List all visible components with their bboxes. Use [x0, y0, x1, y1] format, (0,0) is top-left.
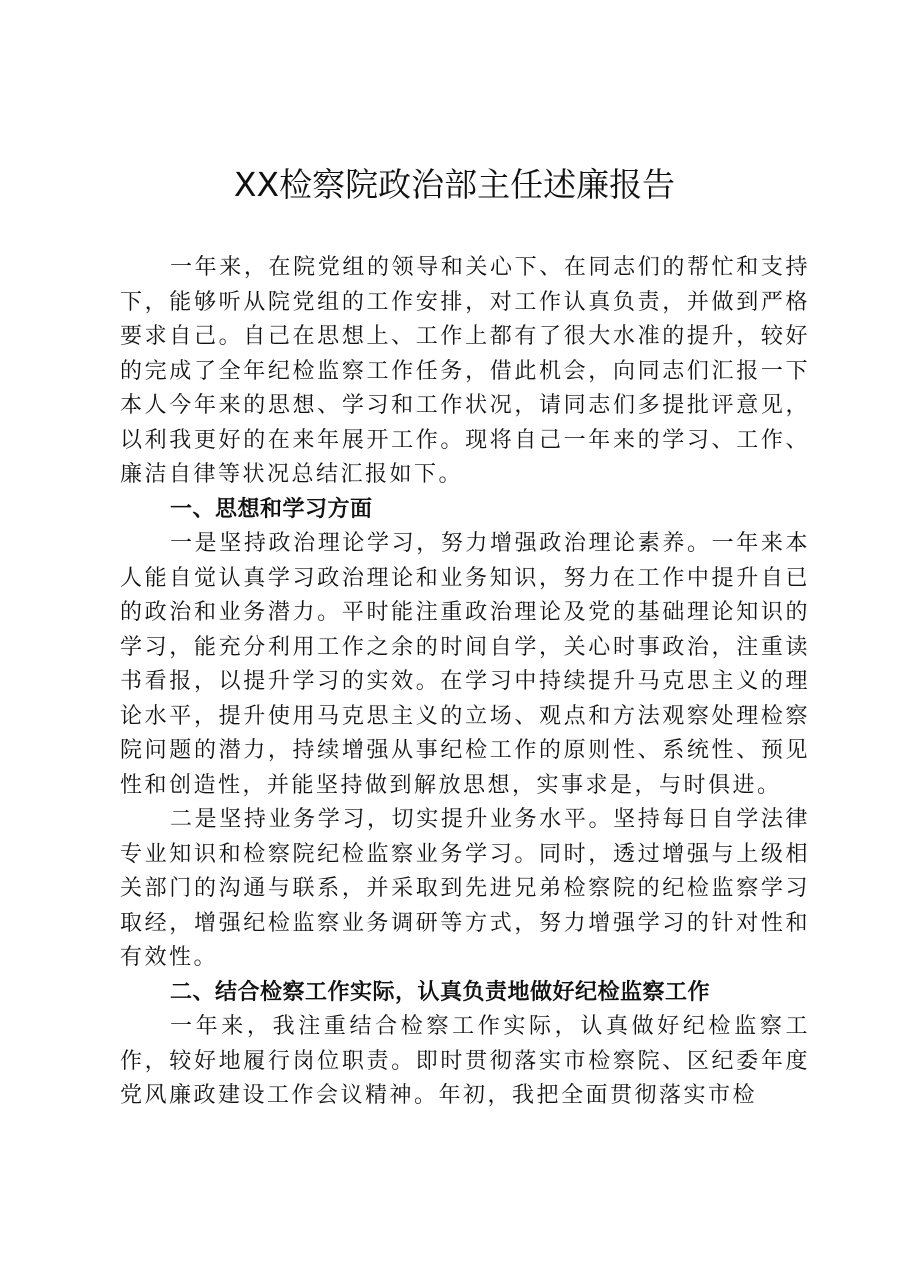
document-title: XX检察院政治部主任述廉报告: [233, 165, 676, 204]
section-heading-thought-study: 一、思想和学习方面: [170, 496, 373, 522]
paragraph-political-theory: 一是坚持政治理论学习，努力增强政治理论素养。一年来本人能自觉认真学习政治理论和业务知识，努力在工作中提升自已的政治和业务潜力。平时能注重政治理论及党的基础理论知识的学习，能充分利用工作之余的时间自学，关心时事政治，注重读书看报，以提升学习的实效。在学习中持续提升马克思主义的理论水平，提升使用马克思主义的立场、观点和方法观察处理检察院问题的潜力，持续增强从事纪检工作的原则性、系统性、预见性和创造性，并能坚持做到解放思想，实事求是，与时俱进。: [120, 531, 810, 798]
paragraph-inspection-work: 一年来，我注重结合检察工作实际，认真做好纪检监察工作，较好地履行岗位职责。即时贯彻落实市检察院、区纪委年度党风廉政建设工作会议精神。年初，我把全面贯彻落实市检: [120, 1014, 810, 1108]
paragraph-business-study: 二是坚持业务学习，切实提升业务水平。坚持每日自学法律专业知识和检察院纪检监察业务学习。同时，透过增强与上级相关部门的沟通与联系，并采取到先进兄弟检察院的纪检监察学习取经，增强纪检监察业务调研等方式，努力增强学习的针对性和有效性。: [120, 807, 810, 970]
intro-paragraph: 一年来，在院党组的领导和关心下、在同志们的帮忙和支持下，能够听从院党组的工作安排，对工作认真负责，并做到严格要求自己。自己在思想上、工作上都有了很大水准的提升，较好的完成了全年纪检监察工作任务，借此机会，向同志们汇报一下本人今年来的思想、学习和工作状况，请同志们多提批评意见，以利我更好的在来年展开工作。现将自己一年来的学习、工作、廉洁自律等状况总结汇报如下。: [120, 255, 810, 487]
section-heading-inspection-work: 二、结合检察工作实际，认真负责地做好纪检监察工作: [170, 979, 711, 1005]
document-body: [120, 251, 810, 1114]
